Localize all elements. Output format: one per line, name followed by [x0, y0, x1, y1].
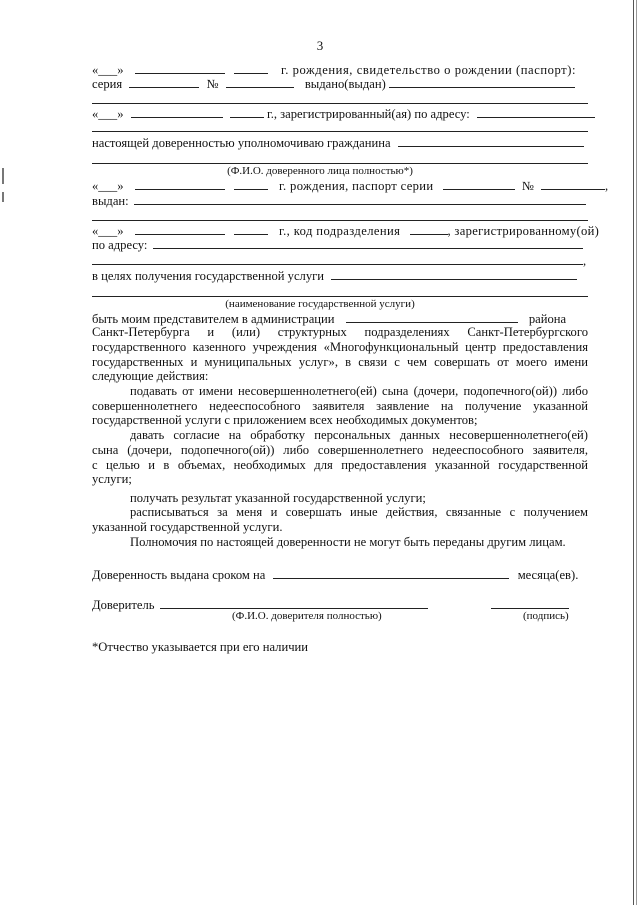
- service-purpose-line: в целях получения государственной услуги: [92, 268, 588, 283]
- representative-line: быть моим представителем в администрации района: [92, 312, 567, 326]
- body-text: совершеннолетнего недееспособного заявителя заявление на получение указанной: [92, 399, 588, 413]
- scan-mark: [2, 192, 4, 202]
- trustee-address-line-2: ,: [92, 253, 588, 268]
- blank-line: [92, 163, 588, 164]
- body-text: государственной услуги с приложением всех необходимых документов;: [92, 413, 478, 427]
- footnote: *Отчество указывается при его наличии: [92, 640, 309, 654]
- trustee-issued-line: выдан:: [92, 193, 588, 208]
- caption-principal-fio: (Ф.И.О. доверителя полностью): [232, 610, 382, 622]
- address-line: «___» г., зарегистрированный(ая) по адресу:: [92, 106, 588, 121]
- document-series-line: серия № выдано(выдан): [92, 76, 588, 91]
- trustee-code-line: «___» г., код подразделения , зарегистрированному(ой): [92, 224, 600, 238]
- body-text: Санкт-Петербурга и (или) структурных подразделениях Санкт-Петербургского: [92, 325, 588, 339]
- body-text: указанной государственной услуги.: [92, 520, 283, 534]
- caption-signature: (подпись): [523, 610, 569, 622]
- body-text: услуги;: [92, 472, 132, 486]
- body-text: с целью и в объемах, необходимых для предоставления указанной государственной: [92, 458, 588, 472]
- blank-line: [92, 220, 588, 221]
- caption-service-name: (наименование государственной услуги): [225, 298, 415, 310]
- authorize-line: настоящей доверенностью уполномочиваю гражданина: [92, 135, 588, 150]
- body-text: государственного казенного учреждения «Многофункциональный центр предоставления: [92, 340, 588, 354]
- body-text: сына (дочери, подопечного(ой)) либо совершеннолетнего недееспособного заявителя,: [92, 443, 588, 457]
- body-text: расписываться за меня и совершать иные действия, связанные с получением: [130, 505, 588, 519]
- blank-line: [92, 131, 588, 132]
- body-text: давать согласие на обработку персональных данных несовершеннолетнего(ей): [130, 428, 588, 442]
- term-line: Доверенность выдана сроком на месяца(ев).: [92, 568, 579, 582]
- body-text: следующие действия:: [92, 369, 209, 383]
- scan-edge-line: [633, 0, 634, 905]
- scan-edge-line-2: [636, 0, 637, 905]
- trustee-birth-line: «___» г. рождения, паспорт серии № ,: [92, 179, 609, 193]
- blank-line: [92, 296, 588, 297]
- page-number: 3: [316, 38, 324, 53]
- trustee-address-line: по адресу:: [92, 237, 588, 252]
- signature-line: Доверитель: [92, 597, 588, 612]
- caption-trustee-fio: (Ф.И.О. доверенного лица полностью*): [227, 165, 413, 177]
- blank-line: [92, 103, 588, 104]
- body-text: государственных и муниципальных услуг», в связи с чем совершать от моего имени: [92, 355, 588, 369]
- birth-line-1: «___» г. рождения, свидетельство о рождении (паспорт):: [92, 63, 577, 77]
- body-text: подавать от имени несовершеннолетнего(ей) сына (дочери, подопечного(ой)) либо: [130, 384, 588, 398]
- body-text: Полномочия по настоящей доверенности не могут быть переданы другим лицам.: [130, 535, 566, 549]
- body-text: получать результат указанной государственной услуги;: [130, 491, 426, 505]
